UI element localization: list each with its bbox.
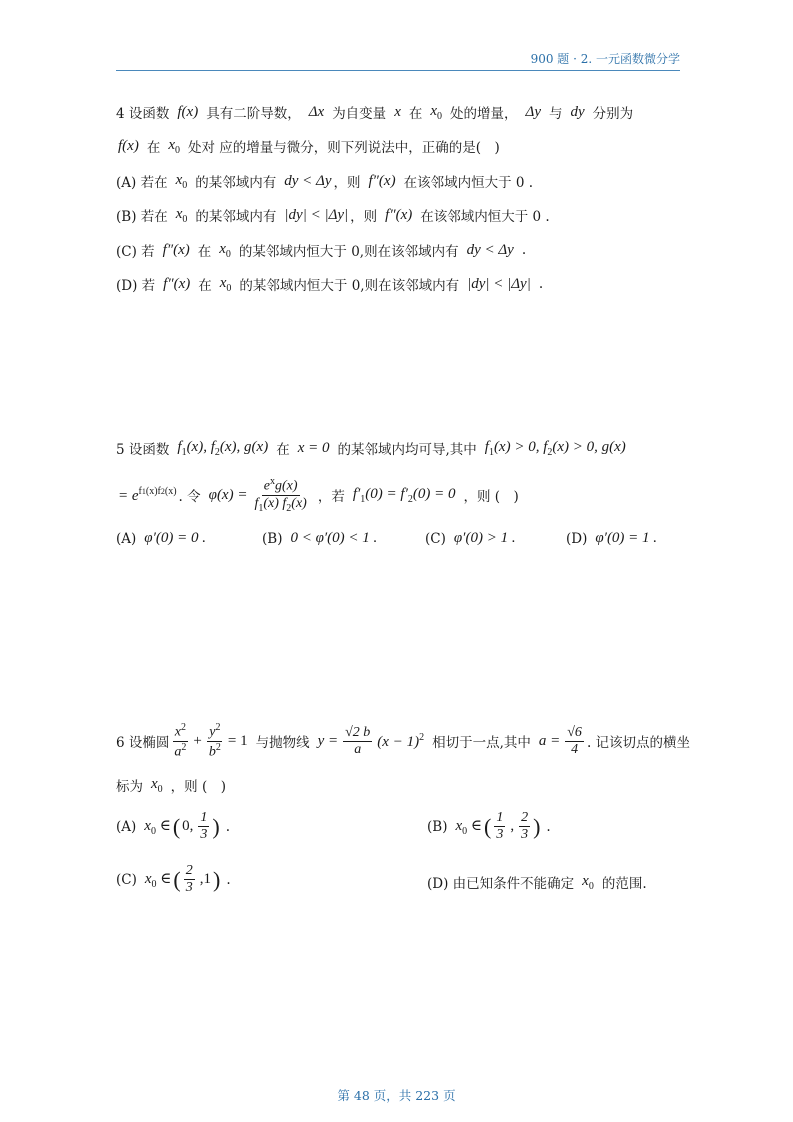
- q4-option-a: (A) 若在 $x_0$ 的某邻域内有 dy < Δy ，则 f″(x) 在该邻域内恒大于 0 .: [116, 171, 534, 191]
- q6-option-a: (A) $x_0$ ∈ ( 0, $\frac{1}{3}$ ) .: [116, 810, 231, 843]
- q5-line2: = $e^{f1(x)f2(x)}$ . 令 φ(x) = $\frac{e^xg(x)}{f_1(x) f_2(x)}$ ，若 $f'_1(0) = f'_2(0) = 0$ ，则 ( ): [118, 476, 519, 514]
- q4-line1: 4 设函数 f(x) 具有二阶导数， Δx 为自变量 x 在 $x_0$ 处的增量， Δy 与 dy 分别为: [116, 102, 634, 122]
- page-header: 900 题 · 2. 一元函数微分学: [530, 52, 680, 66]
- q6-line2: 标为 $x_0$ ，则 ( ): [116, 775, 226, 795]
- phi-fraction: $\frac{e^xg(x)}{f_1(x) f_2(x)}$: [254, 476, 307, 514]
- q6-option-d: (D) 由已知条件不能确定 $x_0$ 的范围.: [427, 872, 647, 892]
- header-divider: [116, 70, 680, 71]
- q4-line2: f(x) 在 $x_0$ 处对 应的增量与微分，则下列说法中，正确的是( ): [118, 136, 500, 156]
- q5-option-b: (B) 0 < φ′(0) < 1 .: [262, 530, 378, 547]
- q4-option-d: (D) 若 f″(x) 在 $x_0$ 的某邻域内恒大于 0,则在该邻域内有 |dy| < |Δy| .: [116, 274, 544, 294]
- q4-option-b: (B) 若在 $x_0$ 的某邻域内有 |dy| < |Δy| ，则 f″(x) 在该邻域内恒大于 0 .: [116, 205, 550, 225]
- q5-line1: 5 设函数 $f_1(x)$, $f_2(x)$, g(x) 在 x = 0 的某邻域内均可导,其中 $f_1(x) > 0$, $f_2(x) > 0$, g(x): [116, 438, 626, 458]
- q6-option-c: (C) $x_0$ ∈ ( $\frac{2}{3}$ ,1 ) .: [116, 863, 231, 896]
- q4-option-c: (C) 若 f″(x) 在 $x_0$ 的某邻域内恒大于 0,则在该邻域内有 dy < Δy .: [116, 240, 527, 260]
- q5-option-c: (C) φ′(0) > 1 .: [425, 530, 516, 547]
- q6-option-b: (B) $x_0$ ∈ ( $\frac{1}{3}$ , $\frac{2}{3}$ ) .: [427, 810, 551, 843]
- q5-option-d: (D) φ′(0) = 1 .: [566, 530, 658, 547]
- q5-option-a: (A) φ′(0) = 0 .: [116, 530, 206, 547]
- page-footer: 第 48 页，共 223 页: [337, 1088, 456, 1103]
- q6-line1: 6 设椭圆 $\frac{x^2}{a^2}$ + $\frac{y^2}{b^2}$ = 1 与抛物线 y = $\frac{√2 b}{a}$ $(x - 1)^2$ 相切于一点,其中 a = $\frac{√6}{4}$ . 记该切点的横坐: [116, 722, 691, 760]
